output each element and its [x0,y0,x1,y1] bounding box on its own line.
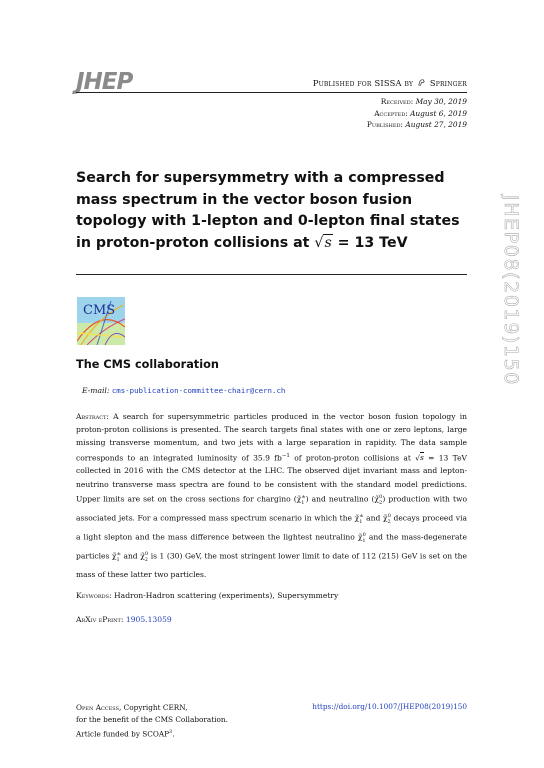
arxiv-link[interactable]: 1905.13059 [125,615,172,624]
date-published: Published: August 27, 2019 [366,120,467,129]
email-link[interactable]: cms-publication-committee-chair@cern.ch [111,386,286,395]
cms-logo-label: CMS [83,303,116,318]
arxiv-label: ArXiv ePrint: [76,615,124,624]
paper-title-text: Search for supersymmetry with a compressed mass spectrum in the vector boson fusion topology with 1-lepton and 0-lepton final states in proton-proton collisions at [76,170,460,252]
keywords [76,591,467,600]
publisher-name: Springer [429,78,467,88]
keywords-label: Keywords: [76,591,112,600]
date-accepted: Accepted: August 6, 2019 [374,108,467,118]
side-identifier-text: JHEP08(2019)150 [500,195,522,386]
collaboration-name: The CMS collaboration [76,358,219,371]
journal-logo-text: JHEP [76,69,133,95]
published-for-line [300,78,467,88]
journal-logo [76,70,156,94]
footer-license: Open Access, Copyright CERN, for the benefit of the CMS Collaboration. Article funded by SCOAP$^3$. [76,703,228,739]
contact-email [82,386,285,395]
publication-dates [300,96,467,131]
springer-horse-icon [417,78,426,87]
paper-title-energy: = 13 TeV [337,235,408,252]
email-label: E-mail: [82,386,110,395]
arxiv-eprint [76,615,172,624]
sqrt-s-inline: √s [415,453,424,463]
open-access-label: Open Access [76,703,120,712]
side-identifier [484,195,532,475]
lumi-exponent: −1 [281,452,290,459]
cms-logo-graphic [77,297,125,345]
title-rule [76,274,467,275]
abstract: Abstract: A search for supersymmetric particles produced in the vector boson fusion topology in proton-proton collisions is presented. The search targets final states with one or zero leptons, large missing transverse momentum, and two jets with a large separation in rapidity. The data sample corresponds to an integrated luminosity of 35.9 $fb^{-1}$ of proton-proton collisions at √s = 13 TeV collected in 2016 with the CMS detector at the LHC. The observed dijet invariant mass and lepton-neutrino transverse mass spectra are found to be consistent with the standard model predictions. Upper limits are set on the cross sections for chargino $(\chĩ_1^\pm)$ and neutralino $(\chĩ_2^0)$ production with two associated jets. For a compressed mass spectrum scenario in which the $\chĩ_1^\pm$ and $\chĩ_2^0$ decays proceed via a light slepton and the mass difference between the lightest neutralino $\chĩ_1^0$ and the mass-degenerate particles $\chĩ_1^\pm$ and $\chĩ_2^0$ is 1 (30) GeV, the most stringent lower limit to date of 112 (215) GeV is set on the mass of these latter two particles. [76,412,468,579]
cms-logo [77,297,125,345]
sqrt-s-symbol: √s [314,235,332,252]
abstract-label: Abstract: [76,412,109,421]
doi-link[interactable]: https://doi.org/10.1007/JHEP08(2019)150 [312,702,467,711]
header-rule [76,92,467,93]
paper-title [76,168,476,255]
published-for-label: Published for SISSA by [312,78,414,88]
keywords-value: Hadron-Hadron scattering (experiments), Supersymmetry [114,591,339,600]
date-received: Received: May 30, 2019 [380,97,467,106]
